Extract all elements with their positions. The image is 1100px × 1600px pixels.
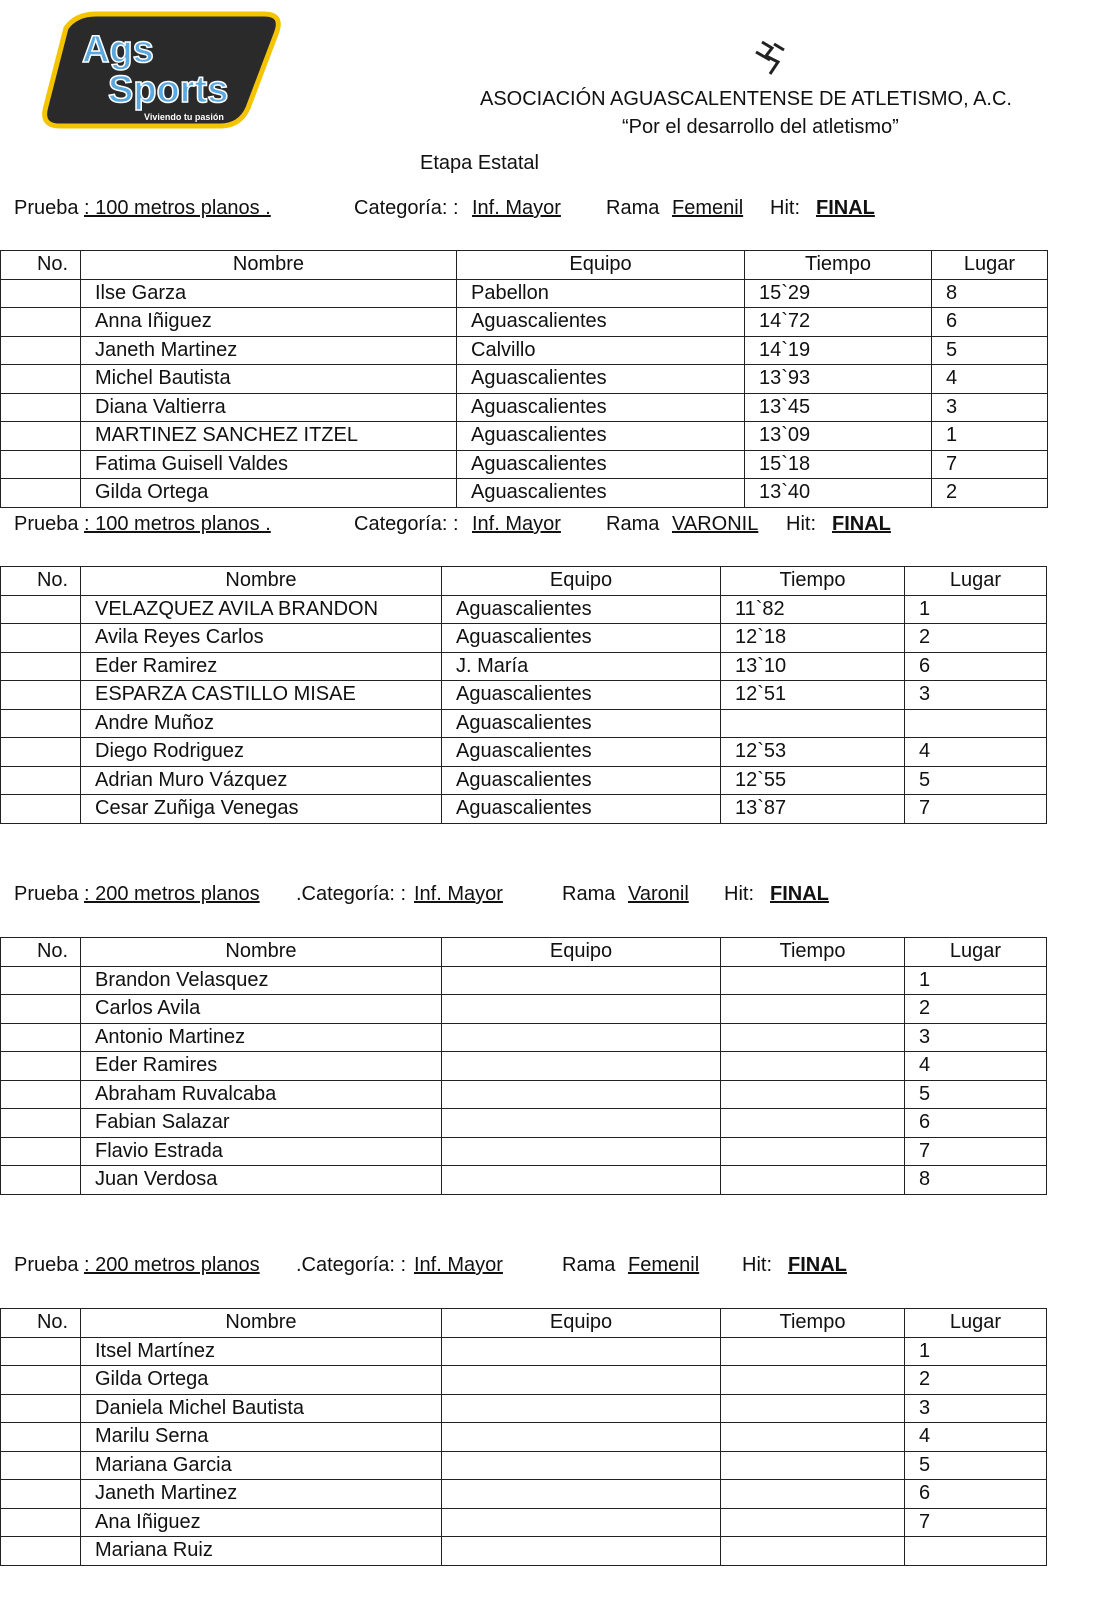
- cell-place: 2: [905, 624, 1047, 653]
- table-header-row: [1, 1309, 1047, 1338]
- column-header-time: Tiempo: [721, 1309, 905, 1338]
- cell-team: Aguascalientes: [457, 365, 745, 394]
- cell-team: Aguascalientes: [442, 595, 721, 624]
- cell-no: [1, 1451, 81, 1480]
- table-row: [1, 1023, 1047, 1052]
- cell-no: [1, 738, 81, 767]
- cell-name: Ilse Garza: [81, 279, 457, 308]
- cell-team: Aguascalientes: [442, 624, 721, 653]
- cell-time: 13`09: [745, 422, 932, 451]
- table-row: [1, 279, 1048, 308]
- cell-name: Abraham Ruvalcaba: [81, 1080, 442, 1109]
- cell-time: [721, 966, 905, 995]
- cell-time: 12`18: [721, 624, 905, 653]
- cell-place: 6: [905, 1480, 1047, 1509]
- cell-no: [1, 336, 81, 365]
- hit-label: Hit:: [786, 513, 816, 535]
- cell-place: 2: [932, 479, 1048, 508]
- prueba-label: Prueba: [14, 513, 79, 535]
- cell-name: Gilda Ortega: [81, 1366, 442, 1395]
- cell-team: Aguascalientes: [442, 681, 721, 710]
- cell-place: 7: [905, 1508, 1047, 1537]
- cell-name: Janeth Martinez: [81, 1480, 442, 1509]
- table-row: [1, 450, 1048, 479]
- cell-place: 7: [905, 795, 1047, 824]
- cell-team: Aguascalientes: [457, 479, 745, 508]
- cell-time: [721, 1508, 905, 1537]
- column-header-no: No.: [1, 567, 81, 596]
- table-row: [1, 1508, 1047, 1537]
- cell-place: 8: [932, 279, 1048, 308]
- table-row: [1, 1537, 1047, 1566]
- table-row: [1, 995, 1047, 1024]
- cell-place: 7: [905, 1137, 1047, 1166]
- svg-text:Ags: Ags: [82, 29, 154, 71]
- cell-name: Antonio Martinez: [81, 1023, 442, 1052]
- rama-label: Rama: [606, 197, 660, 219]
- cell-time: 13`10: [721, 652, 905, 681]
- cell-no: [1, 365, 81, 394]
- cell-name: Adrian Muro Vázquez: [81, 766, 442, 795]
- column-header-name: Nombre: [81, 251, 457, 280]
- cell-no: [1, 595, 81, 624]
- cell-time: 15`29: [745, 279, 932, 308]
- cell-place: 6: [932, 308, 1048, 337]
- cell-no: [1, 422, 81, 451]
- table-row: [1, 795, 1047, 824]
- hit-value: FINAL: [816, 197, 875, 219]
- cell-place: 5: [932, 336, 1048, 365]
- table-row: [1, 1337, 1047, 1366]
- rama-value: Femenil: [672, 197, 744, 219]
- table-row: [1, 393, 1048, 422]
- rama-label: Rama: [606, 513, 660, 535]
- cell-time: 14`72: [745, 308, 932, 337]
- column-header-team: Equipo: [442, 1309, 721, 1338]
- cell-place: 3: [905, 1023, 1047, 1052]
- cell-no: [1, 709, 81, 738]
- cell-time: [721, 1537, 905, 1566]
- cell-no: [1, 1023, 81, 1052]
- results-table: [0, 250, 1048, 508]
- cell-place: 4: [905, 1052, 1047, 1081]
- cell-name: Itsel Martínez: [81, 1337, 442, 1366]
- cell-team: [442, 966, 721, 995]
- cell-name: Ana Iñiguez: [81, 1508, 442, 1537]
- table-row: [1, 1052, 1047, 1081]
- cell-team: [442, 1052, 721, 1081]
- column-header-name: Nombre: [81, 938, 442, 967]
- table-row: [1, 1166, 1047, 1195]
- cell-name: Carlos Avila: [81, 995, 442, 1024]
- cell-no: [1, 624, 81, 653]
- cell-place: 7: [932, 450, 1048, 479]
- cell-time: [721, 1166, 905, 1195]
- hit-value: FINAL: [770, 883, 829, 905]
- table-row: [1, 738, 1047, 767]
- cell-place: 1: [905, 966, 1047, 995]
- table-row: [1, 652, 1047, 681]
- table-row: [1, 1451, 1047, 1480]
- cell-team: Aguascalientes: [457, 393, 745, 422]
- table-header-row: [1, 251, 1048, 280]
- cell-time: [721, 1394, 905, 1423]
- cell-name: Michel Bautista: [81, 365, 457, 394]
- cell-no: [1, 1337, 81, 1366]
- column-header-team: Equipo: [457, 251, 745, 280]
- cell-place: [905, 709, 1047, 738]
- cell-team: [442, 1166, 721, 1195]
- cell-place: 5: [905, 1451, 1047, 1480]
- cell-time: 12`53: [721, 738, 905, 767]
- cell-time: [721, 1480, 905, 1509]
- column-header-no: No.: [1, 1309, 81, 1338]
- column-header-no: No.: [1, 251, 81, 280]
- cell-no: [1, 1052, 81, 1081]
- cell-name: Marilu Serna: [81, 1423, 442, 1452]
- cell-name: Mariana Garcia: [81, 1451, 442, 1480]
- column-header-time: Tiempo: [721, 567, 905, 596]
- cell-team: Aguascalientes: [442, 738, 721, 767]
- cell-team: Aguascalientes: [457, 308, 745, 337]
- cell-name: Daniela Michel Bautista: [81, 1394, 442, 1423]
- table-row: [1, 1423, 1047, 1452]
- cell-place: 1: [905, 595, 1047, 624]
- cell-time: 13`93: [745, 365, 932, 394]
- cell-place: 5: [905, 1080, 1047, 1109]
- cell-time: [721, 1137, 905, 1166]
- column-header-place: Lugar: [905, 567, 1047, 596]
- cell-name: Janeth Martinez: [81, 336, 457, 365]
- cell-no: [1, 652, 81, 681]
- cell-team: Aguascalientes: [442, 795, 721, 824]
- cell-team: Aguascalientes: [457, 450, 745, 479]
- cell-time: [721, 1023, 905, 1052]
- table-row: [1, 422, 1048, 451]
- table-header-row: [1, 938, 1047, 967]
- cell-team: [442, 1366, 721, 1395]
- cell-place: 1: [932, 422, 1048, 451]
- cell-place: 1: [905, 1337, 1047, 1366]
- cell-time: 13`40: [745, 479, 932, 508]
- cell-no: [1, 450, 81, 479]
- prueba-label: Prueba: [14, 883, 79, 905]
- cell-time: 13`45: [745, 393, 932, 422]
- table-row: [1, 595, 1047, 624]
- cell-no: [1, 1423, 81, 1452]
- column-header-place: Lugar: [905, 1309, 1047, 1338]
- event-header: [14, 513, 1094, 539]
- cell-team: [442, 1394, 721, 1423]
- cell-team: [442, 1451, 721, 1480]
- cell-name: Brandon Velasquez: [81, 966, 442, 995]
- table-row: [1, 681, 1047, 710]
- table-row: [1, 336, 1048, 365]
- cell-no: [1, 795, 81, 824]
- cell-time: [721, 1109, 905, 1138]
- cell-place: [905, 1537, 1047, 1566]
- prueba-value: : 200 metros planos: [84, 883, 260, 905]
- cell-name: Juan Verdosa: [81, 1166, 442, 1195]
- cell-no: [1, 1366, 81, 1395]
- results-table: [0, 566, 1047, 824]
- table-row: [1, 479, 1048, 508]
- ags-sports-logo: [36, 8, 284, 132]
- cell-name: Diego Rodriguez: [81, 738, 442, 767]
- event-header: [14, 1254, 1094, 1280]
- cell-team: Aguascalientes: [457, 422, 745, 451]
- prueba-value: : 100 metros planos .: [84, 197, 271, 219]
- cell-no: [1, 1166, 81, 1195]
- table-row: [1, 1109, 1047, 1138]
- cell-name: MARTINEZ SANCHEZ ITZEL: [81, 422, 457, 451]
- event-header: [14, 883, 1094, 909]
- column-header-no: No.: [1, 938, 81, 967]
- organization-motto: “Por el desarrollo del atletismo”: [622, 116, 899, 138]
- table-row: [1, 1366, 1047, 1395]
- table-row: [1, 966, 1047, 995]
- cell-place: 6: [905, 652, 1047, 681]
- cell-time: 12`55: [721, 766, 905, 795]
- cell-time: 14`19: [745, 336, 932, 365]
- cell-time: 11`82: [721, 595, 905, 624]
- prueba-label: Prueba: [14, 197, 79, 219]
- cell-place: 2: [905, 1366, 1047, 1395]
- cell-name: Avila Reyes Carlos: [81, 624, 442, 653]
- cell-time: [721, 1337, 905, 1366]
- cell-place: 2: [905, 995, 1047, 1024]
- table-row: [1, 308, 1048, 337]
- cell-place: 3: [932, 393, 1048, 422]
- cell-team: [442, 1080, 721, 1109]
- table-row: [1, 709, 1047, 738]
- cell-time: [721, 995, 905, 1024]
- table-row: [1, 1137, 1047, 1166]
- cell-time: [721, 1052, 905, 1081]
- prueba-value: : 200 metros planos: [84, 1254, 260, 1276]
- rama-value: Varonil: [628, 883, 689, 905]
- categoria-value: Inf. Mayor: [414, 883, 503, 905]
- prueba-label: Prueba: [14, 1254, 79, 1276]
- cell-time: [721, 1451, 905, 1480]
- column-header-team: Equipo: [442, 567, 721, 596]
- hit-label: Hit:: [742, 1254, 772, 1276]
- column-header-name: Nombre: [81, 567, 442, 596]
- categoria-value: Inf. Mayor: [472, 197, 561, 219]
- cell-time: 12`51: [721, 681, 905, 710]
- cell-place: 6: [905, 1109, 1047, 1138]
- cell-team: [442, 1337, 721, 1366]
- cell-name: Mariana Ruiz: [81, 1537, 442, 1566]
- categoria-value: Inf. Mayor: [472, 513, 561, 535]
- cell-name: Cesar Zuñiga Venegas: [81, 795, 442, 824]
- cell-no: [1, 1508, 81, 1537]
- runner-icon: [752, 38, 792, 78]
- results-table: [0, 1308, 1047, 1566]
- cell-place: 3: [905, 681, 1047, 710]
- cell-place: 4: [905, 738, 1047, 767]
- cell-no: [1, 479, 81, 508]
- cell-no: [1, 1394, 81, 1423]
- cell-team: [442, 995, 721, 1024]
- column-header-place: Lugar: [932, 251, 1048, 280]
- prueba-value: : 100 metros planos .: [84, 513, 271, 535]
- cell-no: [1, 766, 81, 795]
- categoria-value: Inf. Mayor: [414, 1254, 503, 1276]
- cell-time: 15`18: [745, 450, 932, 479]
- cell-team: Aguascalientes: [442, 766, 721, 795]
- hit-label: Hit:: [724, 883, 754, 905]
- cell-time: [721, 1080, 905, 1109]
- table-row: [1, 624, 1047, 653]
- categoria-label: Categoría: :: [354, 197, 459, 219]
- table-row: [1, 1480, 1047, 1509]
- cell-place: 4: [932, 365, 1048, 394]
- cell-team: [442, 1508, 721, 1537]
- cell-team: [442, 1137, 721, 1166]
- cell-no: [1, 308, 81, 337]
- cell-team: [442, 1480, 721, 1509]
- cell-team: Calvillo: [457, 336, 745, 365]
- svg-text:Viviendo tu pasión: Viviendo tu pasión: [144, 112, 224, 122]
- cell-name: Diana Valtierra: [81, 393, 457, 422]
- cell-time: [721, 1423, 905, 1452]
- cell-name: Flavio Estrada: [81, 1137, 442, 1166]
- cell-place: 5: [905, 766, 1047, 795]
- table-row: [1, 1080, 1047, 1109]
- rama-label: Rama: [562, 883, 616, 905]
- cell-time: 13`87: [721, 795, 905, 824]
- column-header-name: Nombre: [81, 1309, 442, 1338]
- cell-team: [442, 1537, 721, 1566]
- cell-name: Eder Ramires: [81, 1052, 442, 1081]
- hit-value: FINAL: [788, 1254, 847, 1276]
- cell-name: VELAZQUEZ AVILA BRANDON: [81, 595, 442, 624]
- cell-place: 8: [905, 1166, 1047, 1195]
- svg-text:Sports: Sports: [108, 69, 229, 111]
- cell-place: 3: [905, 1394, 1047, 1423]
- cell-name: ESPARZA CASTILLO MISAE: [81, 681, 442, 710]
- cell-name: Andre Muñoz: [81, 709, 442, 738]
- column-header-time: Tiempo: [721, 938, 905, 967]
- cell-no: [1, 279, 81, 308]
- cell-time: [721, 1366, 905, 1395]
- table-row: [1, 766, 1047, 795]
- cell-team: [442, 1109, 721, 1138]
- cell-name: Anna Iñiguez: [81, 308, 457, 337]
- categoria-label: Categoría: :: [354, 513, 459, 535]
- cell-no: [1, 393, 81, 422]
- cell-team: Aguascalientes: [442, 709, 721, 738]
- cell-no: [1, 1109, 81, 1138]
- rama-label: Rama: [562, 1254, 616, 1276]
- cell-name: Fatima Guisell Valdes: [81, 450, 457, 479]
- column-header-team: Equipo: [442, 938, 721, 967]
- table-header-row: [1, 567, 1047, 596]
- cell-no: [1, 1537, 81, 1566]
- cell-no: [1, 681, 81, 710]
- categoria-label: .Categoría: :: [296, 1254, 407, 1276]
- cell-team: [442, 1023, 721, 1052]
- cell-time: [721, 709, 905, 738]
- cell-no: [1, 1480, 81, 1509]
- stage-title: Etapa Estatal: [420, 152, 539, 174]
- cell-no: [1, 995, 81, 1024]
- cell-name: Fabian Salazar: [81, 1109, 442, 1138]
- rama-value: VARONIL: [672, 513, 759, 535]
- cell-no: [1, 1137, 81, 1166]
- column-header-time: Tiempo: [745, 251, 932, 280]
- cell-no: [1, 966, 81, 995]
- column-header-place: Lugar: [905, 938, 1047, 967]
- organization-name: ASOCIACIÓN AGUASCALENTENSE DE ATLETISMO, A.C.: [480, 88, 1012, 110]
- cell-no: [1, 1080, 81, 1109]
- cell-name: Gilda Ortega: [81, 479, 457, 508]
- cell-name: Eder Ramirez: [81, 652, 442, 681]
- results-table: [0, 937, 1047, 1195]
- cell-place: 4: [905, 1423, 1047, 1452]
- categoria-label: .Categoría: :: [296, 883, 407, 905]
- hit-label: Hit:: [770, 197, 800, 219]
- table-row: [1, 1394, 1047, 1423]
- event-header: [14, 197, 1094, 223]
- table-row: [1, 365, 1048, 394]
- hit-value: FINAL: [832, 513, 891, 535]
- cell-team: [442, 1423, 721, 1452]
- rama-value: Femenil: [628, 1254, 700, 1276]
- cell-team: J. María: [442, 652, 721, 681]
- cell-team: Pabellon: [457, 279, 745, 308]
